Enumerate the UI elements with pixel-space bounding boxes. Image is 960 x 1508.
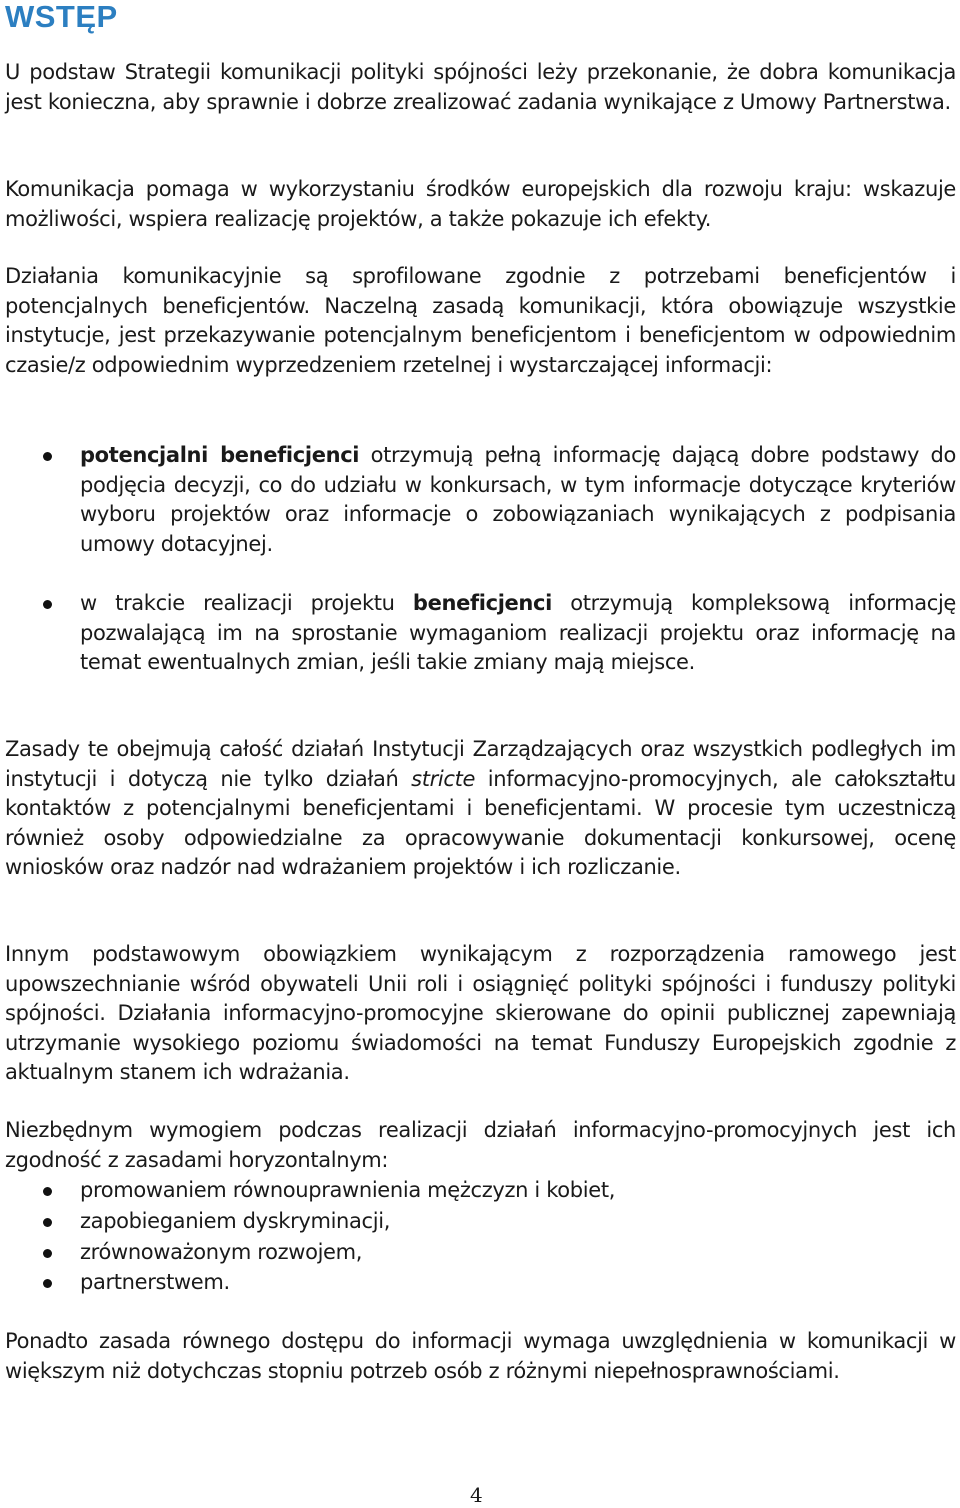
list-item — [5, 1238, 956, 1268]
list-item-text: promowaniem równouprawnienia mężczyzn i kobiet, — [80, 1178, 616, 1202]
list-item — [5, 1176, 956, 1206]
bullet-icon — [43, 1218, 52, 1227]
bullet-icon — [43, 600, 52, 609]
list-item — [5, 1207, 956, 1237]
bullet-icon — [43, 1279, 52, 1288]
paragraph-communication: Komunikacja pomaga w wykorzystaniu środków europejskich dla rozwoju kraju: wskazuje możliwości, wspiera realizację projektów, a także pokazuje ich efekty. — [5, 177, 956, 231]
list-item — [5, 589, 956, 678]
list-item-post: otrzymują kompleksową informację pozwalającą im na sprostanie wymaganiom realizacji projektu oraz informację na temat ewentualnych zmian, jeśli takie zmiany mają miejsce. — [80, 591, 956, 674]
list-item — [5, 441, 956, 559]
list-item — [5, 1268, 956, 1298]
bullet-icon — [43, 1249, 52, 1258]
paragraph-principles — [5, 735, 956, 883]
section-heading: WSTĘP — [5, 0, 118, 34]
list-item-pre: w trakcie realizacji projektu — [80, 591, 413, 615]
list-item-post: otrzymują pełną informację dającą dobre podstawy do podjęcia decyzji, co do udziału w konkursach, w tym informacje dotyczące kryteriów wyboru projektów oraz informacje o zobowiązaniach wynikających z podpisania umowy dotacyjnej. — [80, 443, 956, 556]
bullet-icon — [43, 452, 52, 461]
bullet-icon — [43, 1187, 52, 1196]
list-item-text: zrównoważonym rozwojem, — [80, 1240, 363, 1264]
paragraph-obligation: Innym podstawowym obowiązkiem wynikającym z rozporządzenia ramowego jest upowszechnianie wśród obywateli Unii roli i osiągnięć polityki spójności i funduszy polityki spójności. Działania informacyjno-promocyjne skierowane do opinii publicznej zapewniają utrzymanie wysokiego poziomu świadomości na temat Funduszy Europejskich zgodnie z aktualnym stanem ich wdrażania. — [5, 942, 956, 1084]
paragraph-principles-post: informacyjno-promocyjnych, ale całokształtu kontaktów z potencjalnymi beneficjentami i beneficjentami. W procesie tym uczestniczą również osoby odpowiedzialne za opracowywanie dokumentacji konkursowej, ocenę wniosków oraz nadzór nad wdrażaniem projektów i ich rozliczanie. — [5, 766, 956, 879]
paragraph-activities: Działania komunikacyjnie są sprofilowane zgodnie z potrzebami beneficjentów i potencjalnych beneficjentów. Naczelną zasadą komunikacji, która obowiązuje wszystkie instytucje, jest przekazywanie potencjalnym beneficjentom i beneficjentom w odpowiednim czasie/z odpowiednim wyprzedzeniem rzetelnej i wystarczającej informacji: — [5, 264, 956, 377]
paragraph-accessibility: Ponadto zasada równego dostępu do informacji wymaga uwzględnienia w komunikacji w większym niż dotychczas stopniu potrzeb osób z różnymi niepełnosprawnościami. — [5, 1329, 956, 1383]
paragraph-requirement: Niezbędnym wymogiem podczas realizacji działań informacyjno-promocyjnych jest ich zgodność z zasadami horyzontalnym: — [5, 1118, 956, 1172]
page-number: 4 — [470, 1483, 483, 1507]
list-item-text: zapobieganiem dyskryminacji, — [80, 1209, 391, 1233]
list-item-text — [80, 589, 956, 678]
paragraph-intro: U podstaw Strategii komunikacji polityki spójności leży przekonanie, że dobra komunikacja jest konieczna, aby sprawnie i dobrze zrealizować zadania wynikające z Umowy Partnerstwa. — [5, 60, 956, 114]
list-item-text — [80, 441, 956, 559]
list-item-bold: beneficjenci — [412, 591, 552, 615]
list-item-text: partnerstwem. — [80, 1270, 230, 1294]
list-item-bold: potencjalni beneficjenci — [80, 443, 360, 467]
paragraph-principles-pre: Zasady te obejmują całość działań Instytucji Zarządzających oraz wszystkich podległych im instytucji i dotyczą nie tylko działań — [5, 737, 956, 791]
paragraph-principles-italic: stricte — [411, 766, 476, 791]
